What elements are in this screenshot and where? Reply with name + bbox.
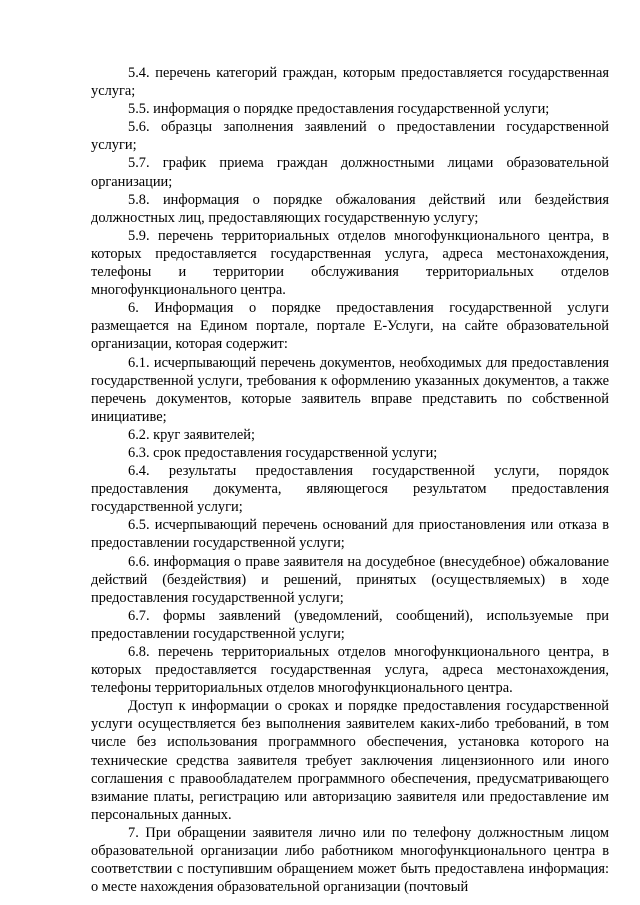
paragraph-5-7: 5.7. график приема граждан должностными лицами образовательной организации;	[91, 155, 609, 190]
paragraph-7: 7. При обращении заявителя лично или по телефону должностным лицом образовательной организации либо работником многофункционального центра в соответствии с поступившим обращением может быть предоставлена информация: о месте нахождения образовательной организации (почтовый	[91, 824, 609, 896]
paragraph-6-2: 6.2. круг заявителей;	[128, 426, 256, 443]
paragraph-6-6: 6.6. информация о праве заявителя на досудебное (внесудебное) обжалование действий (бездействия) и решений, принятых (осуществляемых) в ходе предоставления государственной услуги;	[91, 553, 609, 606]
document-body	[91, 64, 609, 896]
paragraph-access-info: Доступ к информации о сроках и порядке предоставления государственной услуги осуществляется без выполнения заявителем каких-либо требований, в том числе без использования программного обеспечения, установка которого на технические средства заявителя требует заключения лицензионного или иного соглашения с правообладателем программного обеспечения, предусматривающего взимание платы, регистрацию или авторизацию заявителя или предоставление им персональных данных.	[91, 698, 609, 823]
paragraph-6-3: 6.3. срок предоставления государственной услуги;	[128, 444, 438, 461]
paragraph-6-1: 6.1. исчерпывающий перечень документов, необходимых для предоставления государственной услуги, требования к оформлению указанных документов, а также перечень документов, которые заявитель вправе представить по собственной инициативе;	[91, 354, 609, 425]
paragraph-6: 6. Информация о порядке предоставления государственной услуги размещается на Едином портале, портале Е-Услуги, на сайте образовательной организации, которая содержит:	[91, 300, 609, 353]
paragraph-5-4: 5.4. перечень категорий граждан, которым предоставляется государственная услуга;	[91, 65, 609, 100]
paragraph-5-5: 5.5. информация о порядке предоставления государственной услуги;	[128, 101, 550, 118]
paragraph-6-5: 6.5. исчерпывающий перечень оснований для приостановления или отказа в предоставлении государственной услуги;	[91, 517, 609, 552]
paragraph-5-6: 5.6. образцы заполнения заявлений о предоставлении государственной услуги;	[91, 119, 609, 154]
paragraph-6-8: 6.8. перечень территориальных отделов многофункционального центра, в которых предоставляется государственная услуга, адреса местонахождения, телефоны территориальных отделов многофункционального центра.	[91, 644, 609, 697]
paragraph-5-9: 5.9. перечень территориальных отделов многофункционального центра, в которых предоставляется государственная услуга, адреса местонахождения, телефоны и территории обслуживания территориальных отделов многофункционального центра.	[91, 227, 609, 299]
paragraph-6-4: 6.4. результаты предоставления государственной услуги, порядок предоставления документа, являющегося результатом предоставления государственной услуги;	[91, 463, 609, 516]
paragraph-6-7: 6.7. формы заявлений (уведомлений, сообщений), используемые при предоставлении государственной услуги;	[91, 607, 609, 642]
paragraph-5-8: 5.8. информация о порядке обжалования действий или бездействия должностных лиц, предоставляющих государственную услугу;	[91, 191, 609, 226]
